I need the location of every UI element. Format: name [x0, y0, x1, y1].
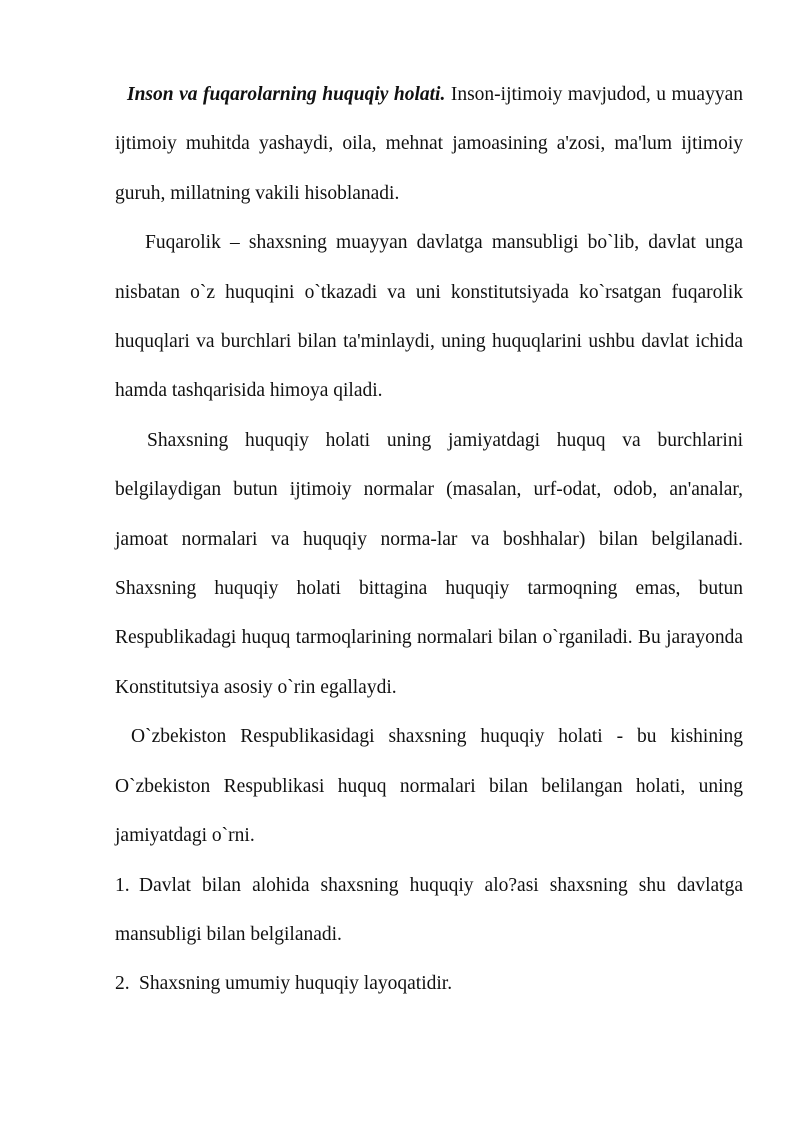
list-item [115, 861, 743, 960]
paragraph-text: Fuqarolik – shaxsning muayyan davlatga mansubligi bo`lib, davlat unga nisbatan o`z huquqini o`tkazadi va uni konstitutsiyada ko`rsatgan fuqarolik huquqlari va burchlari bilan ta'minlaydi, uning huquqlarini ushbu davlat ichida hamda tashqarisida himoya qiladi. [115, 232, 743, 402]
paragraph-text: O`zbekiston Respublikasidagi shaxsning huquqiy holati - bu kishining O`zbekiston Respublikasi huquq normalari bilan belilangan holati, uning jamiyatdagi o`rni. [115, 726, 743, 847]
paragraph-text: Shaxsning huquqiy holati uning jamiyatdagi huquq va burchlarini belgilaydigan butun ijtimoiy normalar (masalan, urf-odat, odob, an'analar, jamoat normalari va huquqiy norma-lar va boshhalar) bilan belgilanadi. Shaxsning huquqiy holati bittagina huquqiy tarmoqning emas, butun Respublikadagi huquq tarmoqlarining normalari bilan o`rganiladi. Bu jarayonda Konstitutsiya asosiy o`rin egallaydi. [115, 429, 743, 698]
paragraph-legal-status [115, 416, 743, 712]
list-text: Shaxsning umumiy huquqiy layoqatidir. [139, 973, 453, 995]
list-text: Davlat bilan alohida shaxsning huquqiy alo?asi shaxsning shu davlatga mansubligi bilan belgilanadi. [115, 874, 743, 945]
paragraph-uzbekistan-status [115, 712, 743, 860]
paragraph-intro [115, 70, 743, 218]
section-heading: Inson va fuqarolarning huquqiy holati. [127, 84, 446, 105]
paragraph-citizenship [115, 218, 743, 416]
paragraph-text: Inson-ijtimoiy mavjudod, u muayyan ijtimoiy muhitda yashaydi, oila, mehnat jamoasining a'zosi, ma'lum ijtimoiy guruh, millatning vakili hisoblanadi. [115, 84, 743, 204]
list-item [115, 959, 743, 1008]
document-page [115, 70, 743, 1009]
list-number: 1. [115, 874, 130, 896]
list-number: 2. [115, 973, 130, 995]
